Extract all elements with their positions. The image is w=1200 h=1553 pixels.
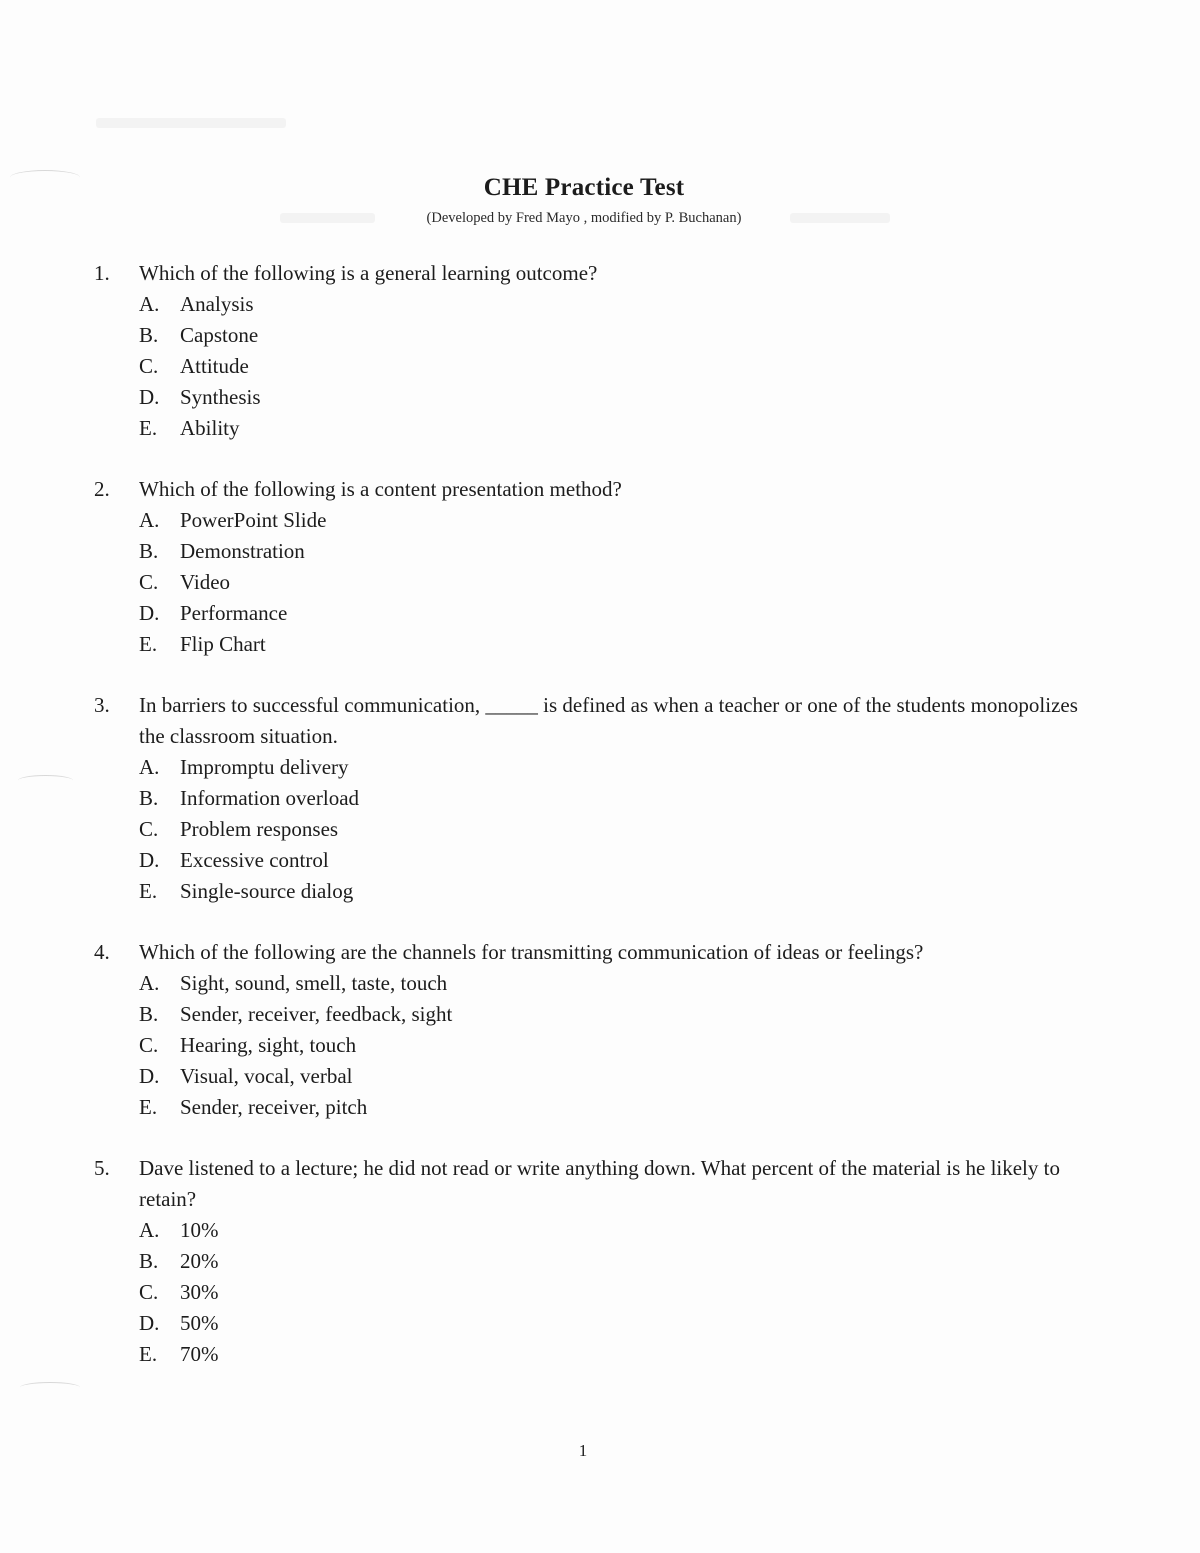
document-title: CHE Practice Test xyxy=(483,174,685,201)
question-list xyxy=(94,258,1094,1400)
option-text: 70% xyxy=(180,1342,219,1366)
option-letter: A. xyxy=(139,292,160,316)
answer-option xyxy=(139,413,1094,444)
option-letter: E. xyxy=(139,632,158,656)
question-number: 4. xyxy=(94,940,110,964)
question-number: 2. xyxy=(94,477,110,501)
answer-option xyxy=(139,1339,1094,1370)
option-text: Sight, sound, smell, taste, touch xyxy=(180,971,448,995)
option-letter: B. xyxy=(139,1002,159,1026)
option-text: 20% xyxy=(180,1249,219,1273)
option-text: Flip Chart xyxy=(180,632,266,656)
option-text: Video xyxy=(180,570,231,594)
answer-option xyxy=(139,1061,1094,1092)
answer-option xyxy=(139,505,1094,536)
option-letter: E. xyxy=(139,1342,158,1366)
answer-option xyxy=(139,876,1094,907)
option-letter: D. xyxy=(139,848,160,872)
faint-bleed-through-text xyxy=(96,118,286,128)
option-letter: D. xyxy=(139,385,160,409)
answer-option xyxy=(139,1030,1094,1061)
option-text: Problem responses xyxy=(180,817,339,841)
answer-option xyxy=(139,382,1094,413)
answer-option xyxy=(139,1277,1094,1308)
option-text: Sender, receiver, feedback, sight xyxy=(180,1002,453,1026)
option-letter: C. xyxy=(139,1033,159,1057)
answer-option xyxy=(139,752,1094,783)
answer-options xyxy=(139,752,1094,907)
answer-option xyxy=(139,1092,1094,1123)
answer-options xyxy=(139,289,1094,444)
answer-option xyxy=(139,1215,1094,1246)
option-text: Attitude xyxy=(180,354,249,378)
question-number: 5. xyxy=(94,1156,110,1180)
answer-options xyxy=(139,968,1094,1123)
document-subtitle: (Developed by Fred Mayo , modified by P. Buchanan) xyxy=(426,210,742,226)
option-letter: E. xyxy=(139,879,158,903)
question-number: 1. xyxy=(94,261,110,285)
question-text: Which of the following is a general learning outcome? xyxy=(139,261,598,285)
option-text: Hearing, sight, touch xyxy=(180,1033,357,1057)
option-text: 30% xyxy=(180,1280,219,1304)
question-text: In barriers to successful communication, _____ is defined as when a teacher or one of the students monopolizes the classroom situation. xyxy=(139,693,1078,748)
question-2 xyxy=(94,474,1094,660)
answer-option xyxy=(139,968,1094,999)
option-text: Capstone xyxy=(180,323,259,347)
question-5 xyxy=(94,1153,1094,1370)
option-letter: C. xyxy=(139,570,159,594)
answer-option xyxy=(139,351,1094,382)
scan-mark xyxy=(20,1382,80,1393)
answer-option xyxy=(139,1246,1094,1277)
option-letter: B. xyxy=(139,539,159,563)
option-text: PowerPoint Slide xyxy=(180,508,327,532)
option-text: Visual, vocal, verbal xyxy=(180,1064,353,1088)
option-text: 10% xyxy=(180,1218,219,1242)
question-number: 3. xyxy=(94,693,110,717)
option-text: 50% xyxy=(180,1311,219,1335)
option-letter: A. xyxy=(139,508,160,532)
option-text: Synthesis xyxy=(180,385,261,409)
answer-option xyxy=(139,814,1094,845)
option-text: Ability xyxy=(180,416,240,440)
answer-option xyxy=(139,1308,1094,1339)
answer-option xyxy=(139,783,1094,814)
option-letter: E. xyxy=(139,416,158,440)
option-letter: A. xyxy=(139,755,160,779)
answer-option xyxy=(139,999,1094,1030)
answer-option xyxy=(139,320,1094,351)
option-letter: B. xyxy=(139,323,159,347)
question-3 xyxy=(94,690,1094,907)
option-letter: E. xyxy=(139,1095,158,1119)
option-text: Information overload xyxy=(180,786,360,810)
option-letter: A. xyxy=(139,1218,160,1242)
option-text: Analysis xyxy=(180,292,254,316)
option-text: Impromptu delivery xyxy=(180,755,349,779)
option-letter: C. xyxy=(139,817,159,841)
option-text: Sender, receiver, pitch xyxy=(180,1095,368,1119)
option-text: Single-source dialog xyxy=(180,879,354,903)
question-text: Which of the following is a content presentation method? xyxy=(139,477,622,501)
page-number: 1 xyxy=(578,1441,588,1460)
scan-mark xyxy=(18,775,73,786)
question-text: Which of the following are the channels for transmitting communication of ideas or feelings? xyxy=(139,940,924,964)
question-text: Dave listened to a lecture; he did not read or write anything down. What percent of the material is he likely to retain? xyxy=(139,1156,1060,1211)
option-text: Demonstration xyxy=(180,539,305,563)
option-letter: D. xyxy=(139,1311,160,1335)
answer-option xyxy=(139,598,1094,629)
answer-options xyxy=(139,1215,1094,1370)
question-4 xyxy=(94,937,1094,1123)
option-letter: B. xyxy=(139,1249,159,1273)
option-letter: B. xyxy=(139,786,159,810)
answer-option xyxy=(139,536,1094,567)
option-letter: D. xyxy=(139,601,160,625)
option-letter: C. xyxy=(139,354,159,378)
question-1 xyxy=(94,258,1094,444)
answer-option xyxy=(139,567,1094,598)
option-letter: D. xyxy=(139,1064,160,1088)
option-text: Excessive control xyxy=(180,848,329,872)
answer-option xyxy=(139,629,1094,660)
answer-options xyxy=(139,505,1094,660)
answer-option xyxy=(139,845,1094,876)
option-letter: A. xyxy=(139,971,160,995)
answer-option xyxy=(139,289,1094,320)
option-letter: C. xyxy=(139,1280,159,1304)
option-text: Performance xyxy=(180,601,288,625)
